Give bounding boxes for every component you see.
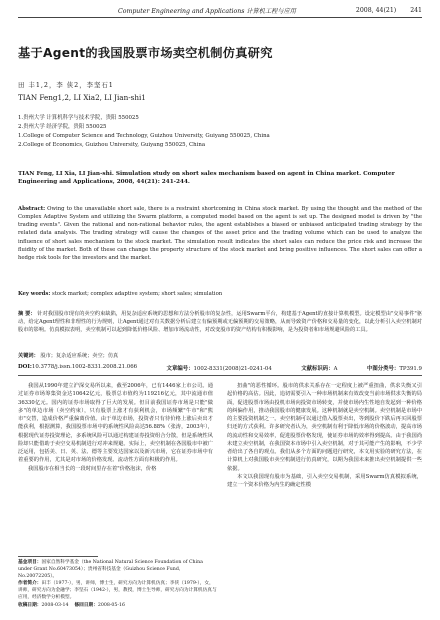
body-column-left	[18, 382, 213, 552]
doi	[18, 364, 137, 372]
received-label: 收稿日期：	[18, 602, 42, 608]
abstract-en-text: Owing to the unavailable short sale, there is a restraint shortcoming in China stock market. By using the thought and the method of the Complex Adaptive System and utilizing the Swarm platform, a computed model based on the agent is set up. The designed model is driven by "the trading events". Given the rational and non-rational behavior rules, the agent establishes a biased or unbiased anticipated trading strategy by the related data analysis. The trading strategy will cause the changes of the asset price and the trading volume which can be used to analyze the influence of short sales mechanism to the stock market. The simulation result indicates the short sales can reduce the price risk and increase the fluidity of the market. Both of these can change the property structure of the stock market and bring positive influences. The short sales can offer a hedge risk tools for the investors and the market.	[18, 206, 422, 261]
footnote-rule	[18, 556, 98, 557]
affiliations	[18, 114, 422, 150]
citation: TIAN Feng, LI Xia, LI Jian-shi. Simulation study on short sales mechanism based on agent in China market. Computer Engineering and Applications, 2008, 44(21): 241-244.	[18, 171, 395, 185]
footnote-dates	[18, 602, 218, 609]
fund-text: 国家自然科学基金（the National Natural Science Foundation of China under Grant No.60473054）；贵州省科技基金（Guizhou Science Fund, No.20072205）。	[18, 560, 203, 580]
abstract-en-label: Abstract:	[18, 206, 46, 212]
keywords-cn	[18, 352, 422, 360]
affiliation-line: 2.College of Economics, Guizhou University, Guiyang 550025, China	[18, 142, 206, 148]
fund-label: 基金项目：	[18, 560, 42, 565]
keywords-cn-label: 关键词：	[18, 353, 39, 359]
body-column-right	[227, 382, 422, 592]
article-number-value: 1002-8331(2008)21-0241-04	[193, 366, 272, 372]
section-divider	[18, 375, 422, 376]
body-paragraph: 本文以我国现有股市为基础，引入卖空交易机制，采用Swarm仿真模拟系统，建立一个资本价格为内生的确定性模	[227, 473, 422, 488]
affiliation-line: 2.贵州大学 经济学院，贵阳 550025	[18, 124, 107, 130]
author-bio-text: 田丰（1977-），男，讲师，博士生，研究方向为计算机仿真；李侠（1979-），女，讲师，研究方向为金融学；李坚石（1942-），男，教授，博士生导师，研究方向为计算机仿真与应用，经济数学分析模型。	[18, 581, 217, 601]
page-number: 241	[410, 7, 422, 14]
keywords-cn-text: 股市；复杂适应系统；卖空；仿真	[40, 353, 119, 359]
document-code-label: 文献标识码：	[301, 366, 334, 372]
affiliation-line: 1.贵州大学 计算机科学与技术学院，贵阳 550025	[18, 115, 139, 121]
body-paragraph: 我国股市在相当长的一段时间里存在着"价格泡沫，价格	[28, 465, 157, 472]
abstract-cn-label: 摘 要：	[18, 311, 36, 317]
keywords-en	[18, 290, 422, 298]
doi-label: DOI:	[18, 364, 32, 370]
revised-label: 修回日期：	[74, 602, 98, 608]
authors-en: TIAN Feng1,2, LI Xia2, LI Jian-shi1	[18, 93, 146, 102]
article-number-label: 文章编号：	[166, 366, 194, 372]
abstract-cn	[18, 310, 422, 335]
body-paragraph: 扭曲"的恶性循环。股市的供求关系存在一定程度上被严重扭曲，供求失衡又引起价格的高估。因此，追切需要引入一种市场机制来有效改变当前市场供求失衡的局面，促进股票市场由投机市场向投资市场转变，并使市场内生性地自发起到一种价格的纠偏作用，推动我国股市的健康发展。这种机制就是卖空机制。卖空机制是市场中的主要投资机制之一。卖空机制可以通过借入股票卖出，等到股价下跌后再买回股票归还的方式获利。许多研究者认为，卖空机制有利于降低市场的价格波动，提高市场的流动性和交易效率，促进股票价格发现，使证券市场的效率得到提高。由于我国尚未建立卖空机制，在我国资本市场中引入卖空机制，对于其可能产生的影响，不少学者给出了各自的观点。我们从多个方面的问题进行研究，本文用实验的研究方法，在计算机上对我国股市卖空机制进行仿真研究，以期为我国未来推出卖空机制提供一些依据。	[227, 383, 422, 472]
classification-number	[367, 364, 422, 372]
running-head-journal	[58, 6, 356, 15]
paper-title: 基于Agent的我国股票市场卖空机制仿真研究	[18, 46, 273, 60]
footnote-author	[18, 580, 218, 601]
abstract-cn-text: 针对我国股市现有的卖空约束缺陷，用复杂适应系统的思想和方法分析股市的复杂性，运用Swarm平台，构建基于Agent的直接计算机模型。设定模型由"交易事件"驱动，给定Agent理性和非理性的行为规则，让Agent通过对有关数据分析后建立有偏预期或无偏预期的交易策略，从而导致资产价格和交易量的变化，以此分析引入卖空机制对股市的影响。仿真模拟表明，卖空机制可以起到降低价格风险、增加市场流动性，对改变股市的资产结构有积极影响，是为投资者和市场规避风险的工具。	[18, 311, 422, 334]
received-date: 2008-03-14	[41, 602, 69, 608]
classification-label: 中图分类号：	[366, 366, 400, 372]
abstract-en	[18, 205, 422, 262]
journal-issue: 2008, 44(21)	[355, 7, 397, 14]
document-code	[301, 364, 337, 372]
keywords-en-label: Key words:	[18, 291, 51, 297]
revised-date: 2008-05-16	[97, 602, 125, 608]
running-head	[18, 6, 422, 18]
footnotes	[18, 559, 218, 609]
journal-name-en: Computer Engineering and Applications	[118, 8, 245, 15]
affiliation-line: 1.College of Computer Science and Technology, Guizhou University, Guiyang 550025, China	[18, 133, 270, 139]
document-code-value: A	[333, 366, 338, 372]
footnote-fund	[18, 559, 218, 580]
doi-value: 10.3778/j.issn.1002-8331.2008.21.066	[31, 364, 138, 370]
running-head-right	[356, 7, 422, 14]
article-metadata	[18, 364, 422, 372]
body-paragraph: 我国从1990年建立沪深交易所以来，截至2006年，已有1446家上市公司。通过证券市场筹集资金达10642亿元，股票总市值约为119216亿元，其中流通市值36330亿元。国内的证券市场取得了巨大的发展。但目前我国证券市场是只能"做多"的单边市场（卖空约束），只有股票上涨才有获利机会，市场频繁"牛市"和"熊市"交替，造成价格严重偏离价值。由于单边市场，投资者只有待价格上涨后卖出才能获利，根据测算，我国股票市场中的系统性风险高达56.88%（张涛，2003年），根据现代证券投资理论，多系统风险可以通过构建证券投资组合分散，但是系统性风险却只能借助于卖空交易机制进行对冲来规避。实际上，卖空机制在各国股市中被广泛运用，包括美、日、英、法、德等主要发达国家以及新兴市场，它在证券市场中有着重要的作用，尤其是对市场的价格发现、流动性方面有积极的作用。	[18, 383, 213, 464]
journal-name-cn: 计算机工程与应用	[246, 8, 296, 15]
author-bio-label: 作者简介：	[18, 581, 42, 587]
authors-cn: 田 丰1,2，李 侠2，李坚石1	[18, 81, 114, 89]
keywords-en-text: stock market; complex adaptive system; short sales; simulation	[52, 291, 223, 297]
article-number	[167, 364, 272, 372]
classification-value: TP391.9	[399, 366, 422, 372]
